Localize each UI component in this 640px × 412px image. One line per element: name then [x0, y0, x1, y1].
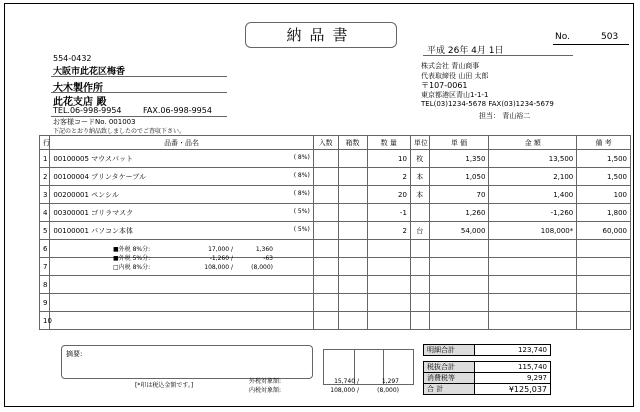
- unit-price: 70: [429, 186, 489, 204]
- recipient-company: 大木製作所: [53, 83, 103, 94]
- pack-qty: [313, 294, 338, 312]
- delivery-note: 下記のとおり納品致しましたのでご査収下さい。: [53, 128, 186, 135]
- note: 100: [577, 186, 631, 204]
- col-boxes: 箱数: [338, 136, 367, 150]
- note: [577, 312, 631, 330]
- tax-rate: ( 5%): [293, 225, 310, 233]
- unit: [410, 294, 429, 312]
- memo-box: [61, 345, 313, 379]
- date-underline: [423, 55, 573, 56]
- quantity: 10: [367, 150, 410, 168]
- unit: [410, 240, 429, 258]
- doc-no-label: No.: [555, 32, 570, 42]
- unit: 本: [410, 186, 429, 204]
- delivery-slip: [4, 3, 634, 407]
- sender-address: 東京都港区青山1-1-1: [421, 91, 489, 99]
- col-pack: 入数: [313, 136, 338, 150]
- tax-rate: ( 8%): [293, 153, 310, 161]
- unit-price: 1,260: [429, 204, 489, 222]
- box-count: [338, 258, 367, 276]
- pack-qty: [313, 204, 338, 222]
- item-name: [50, 204, 313, 222]
- pack-qty: [313, 186, 338, 204]
- item-label: 00200001 ペンシル: [53, 190, 119, 199]
- taxed-label: 税抜合計: [424, 362, 475, 373]
- unit: [410, 312, 429, 330]
- table-row: [40, 222, 631, 240]
- pack-qty: [313, 258, 338, 276]
- amount: -1,260: [489, 204, 577, 222]
- item-label: 00100005 マウスパット: [53, 154, 133, 163]
- note: 1,500: [577, 168, 631, 186]
- sender-tel-fax: TEL(03)1234-5678 FAX(03)1234-5679: [421, 100, 554, 108]
- item-name: [50, 312, 313, 330]
- quantity: [367, 312, 410, 330]
- box-count: [338, 186, 367, 204]
- item-name: [50, 294, 313, 312]
- unit-price: [429, 258, 489, 276]
- row-number: 10: [40, 312, 50, 330]
- doc-no-value: 503: [601, 32, 619, 42]
- divider: [51, 76, 227, 77]
- note: 1,500: [577, 150, 631, 168]
- total-table: [423, 361, 551, 395]
- row-number: 4: [40, 204, 50, 222]
- footnote: [*印は税込金額です。]: [135, 382, 194, 389]
- unit-price: [429, 240, 489, 258]
- amount: 1,400: [489, 186, 577, 204]
- quantity: [367, 240, 410, 258]
- recipient-zip: 554-0432: [53, 54, 92, 63]
- table-row: [40, 204, 631, 222]
- unit-price: 1,350: [429, 150, 489, 168]
- table-row: [40, 186, 631, 204]
- total-label: 合 計: [424, 384, 475, 395]
- row-number: 2: [40, 168, 50, 186]
- box-count: [338, 240, 367, 258]
- unit-price: [429, 312, 489, 330]
- tax-rate: ( 8%): [293, 171, 310, 179]
- items-header: [40, 136, 631, 150]
- col-unit: 単位: [410, 136, 429, 150]
- col-line: 行: [40, 136, 50, 150]
- tax-rate: ( 5%): [293, 207, 310, 215]
- recipient-tel: TEL.06-998-9954: [53, 106, 122, 115]
- items-table: [39, 135, 631, 330]
- pack-qty: [313, 312, 338, 330]
- item-name: [50, 222, 313, 240]
- pack-qty: [313, 240, 338, 258]
- footer-tax-summary: 外税対象額: 15,740 / 1,297 内税対象額: 108,000 / (8,000): [249, 378, 399, 394]
- amount: [489, 258, 577, 276]
- note: 60,000: [577, 222, 631, 240]
- box-count: [338, 312, 367, 330]
- note: [577, 258, 631, 276]
- box-count: [338, 276, 367, 294]
- subtotal-value: 123,740: [475, 345, 551, 356]
- recipient-fax: FAX.06-998-9954: [143, 106, 212, 115]
- document-title: 納品書: [245, 22, 397, 48]
- table-row: [40, 312, 631, 330]
- box-count: [338, 150, 367, 168]
- amount: 108,000*: [489, 222, 577, 240]
- row-number: 1: [40, 150, 50, 168]
- unit: [410, 204, 429, 222]
- item-name: [50, 150, 313, 168]
- recipient-address: 大阪市此花区梅香: [53, 67, 126, 77]
- item-label: 00100001 パソコン本体: [53, 226, 134, 235]
- item-name: [50, 168, 313, 186]
- col-qty: 数 量: [367, 136, 410, 150]
- amount: [489, 240, 577, 258]
- quantity: -1: [367, 204, 410, 222]
- recipient-branch: 此花支店 殿: [53, 97, 107, 108]
- unit: [410, 276, 429, 294]
- col-amount: 金 額: [489, 136, 577, 150]
- quantity: [367, 276, 410, 294]
- unit-price: 54,000: [429, 222, 489, 240]
- subtotal-label: 明細合計: [424, 345, 475, 356]
- col-item: 品番・品名: [50, 136, 313, 150]
- row-number: 3: [40, 186, 50, 204]
- tax-line: ■外税 8%分: 17,000 / 1,360: [113, 246, 273, 253]
- unit: [410, 258, 429, 276]
- tax-line: ■外税 5%分: -1,260 / -63: [113, 255, 273, 262]
- row-number: 5: [40, 222, 50, 240]
- quantity: [367, 294, 410, 312]
- box-count: [338, 204, 367, 222]
- ctax-label: 消費税等: [424, 373, 475, 384]
- unit: 台: [410, 222, 429, 240]
- row-number: 7: [40, 258, 50, 276]
- note: 1,800: [577, 204, 631, 222]
- row-number: 6: [40, 240, 50, 258]
- item-name: [50, 186, 313, 204]
- customer-code: お客様コードNo. 001003: [53, 118, 136, 126]
- quantity: [367, 258, 410, 276]
- sender-representative: 代表取締役 山田 太郎: [421, 72, 489, 80]
- sender-zip: 〒107-0061: [421, 81, 468, 90]
- note: [577, 276, 631, 294]
- amount: [489, 276, 577, 294]
- table-row: [40, 150, 631, 168]
- note: [577, 294, 631, 312]
- tax-breakdown: [113, 245, 273, 272]
- ctax-value: 9,297: [475, 373, 551, 384]
- pack-qty: [313, 222, 338, 240]
- quantity: 2: [367, 168, 410, 186]
- amount: 2,100: [489, 168, 577, 186]
- unit-price: [429, 276, 489, 294]
- unit-price: 1,050: [429, 168, 489, 186]
- table-row: [40, 276, 631, 294]
- note: [577, 240, 631, 258]
- row-number: 8: [40, 276, 50, 294]
- issue-date: 平成 26年 4月 1日: [427, 46, 504, 56]
- pack-qty: [313, 168, 338, 186]
- sender-staff: 担当： 青山裕二: [479, 112, 531, 120]
- box-count: [338, 222, 367, 240]
- doc-no-underline: [553, 44, 629, 45]
- amount: [489, 312, 577, 330]
- table-row: [40, 168, 631, 186]
- item-label: 00100004 プリンタケーブル: [53, 172, 146, 181]
- taxed-value: 115,740: [475, 362, 551, 373]
- quantity: 2: [367, 222, 410, 240]
- memo-label: 摘要:: [66, 350, 83, 358]
- unit: 本: [410, 168, 429, 186]
- pack-qty: [313, 276, 338, 294]
- quantity: 20: [367, 186, 410, 204]
- item-label: 00300001 ゴリラマスク: [53, 208, 134, 217]
- col-price: 単 価: [429, 136, 489, 150]
- sender-company: 株式会社 青山商事: [421, 62, 480, 70]
- amount: 13,500: [489, 150, 577, 168]
- subtotal-table: [423, 344, 551, 356]
- tax-rate: ( 8%): [293, 189, 310, 197]
- item-name: [50, 276, 313, 294]
- tax-line: □内税 8%分: 108,000 / (8,000): [113, 264, 273, 271]
- col-note: 備 考: [577, 136, 631, 150]
- box-count: [338, 168, 367, 186]
- total-value: ¥125,037: [475, 384, 551, 395]
- table-row: [40, 294, 631, 312]
- unit-price: [429, 294, 489, 312]
- box-count: [338, 294, 367, 312]
- amount: [489, 294, 577, 312]
- pack-qty: [313, 150, 338, 168]
- row-number: 9: [40, 294, 50, 312]
- unit: 枚: [410, 150, 429, 168]
